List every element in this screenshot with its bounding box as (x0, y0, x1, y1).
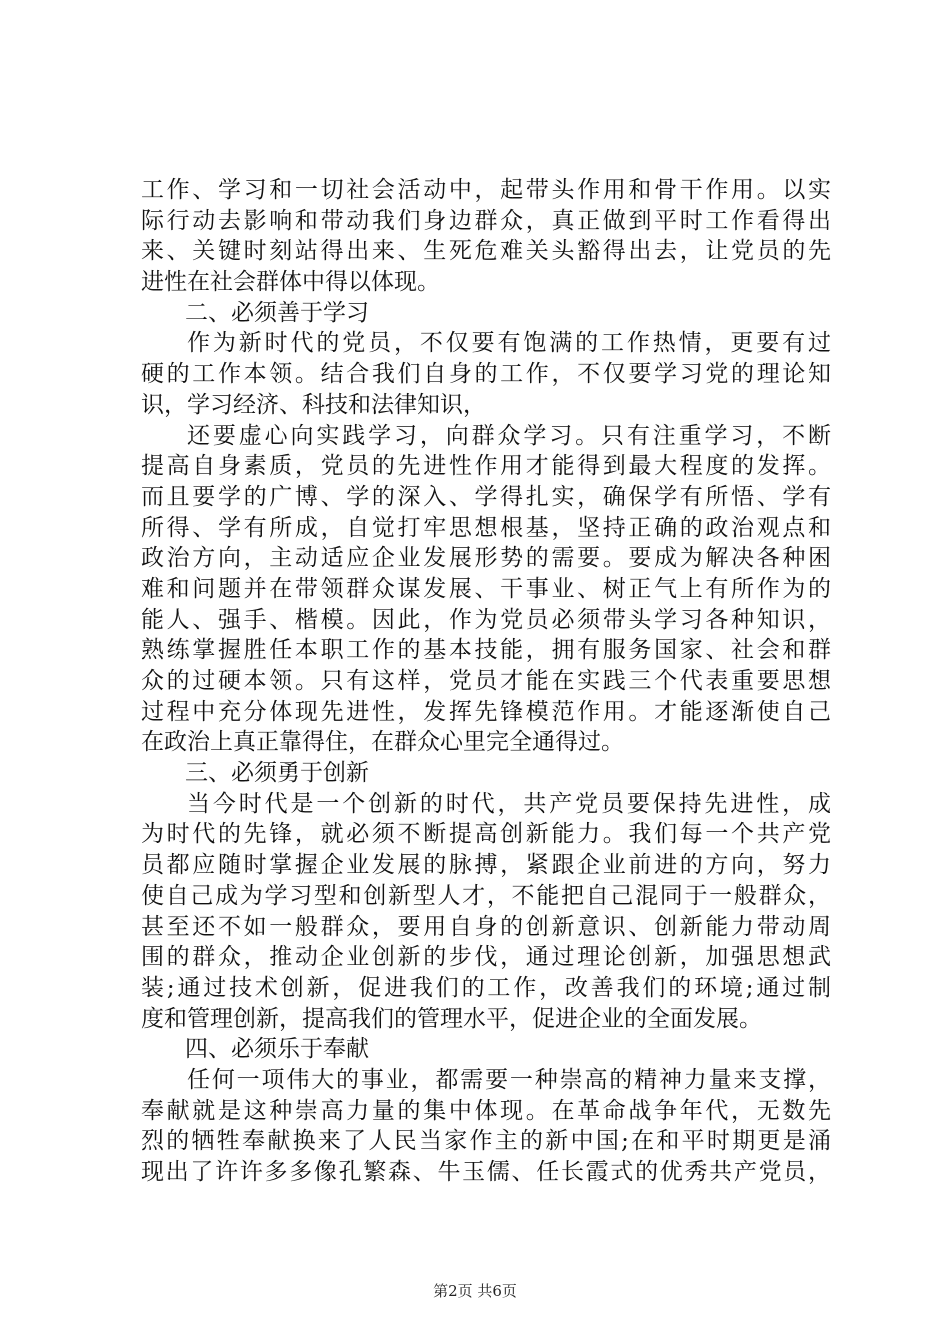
text-line: 来、关键时刻站得出来、生死危难关头豁得出去，让党员的先 (141, 238, 831, 265)
text-line: 能人、强手、楷模。因此，作为党员必须带头学习各种知识， (141, 606, 831, 633)
text-line: 在政治上真正靠得住，在群众心里完全通得过。 (141, 729, 624, 756)
text-line: 现出了许许多多像孔繁森、牛玉儒、任长霞式的优秀共产党员， (141, 1159, 831, 1185)
section-heading: 三、必须勇于创新 (185, 760, 369, 787)
text-line: 奉献就是这种崇高力量的集中体现。在革命战争年代，无数先 (141, 1097, 831, 1124)
text-line: 识，学习经济、科技和法律知识， (141, 391, 486, 418)
text-line: 甚至还不如一般群众，要用自身的创新意识、创新能力带动周 (141, 913, 831, 940)
text-line: 所得、学有所成，自觉打牢思想根基，坚持正确的政治观点和 (141, 514, 831, 541)
text-line: 过程中充分体现先进性，发挥先锋模范作用。才能逐渐使自己 (141, 698, 831, 725)
text-line: 提高自身素质，党员的先进性作用才能得到最大程度的发挥。 (141, 453, 831, 480)
text-line: 为时代的先锋，就必须不断提高创新能力。我们每一个共产党 (141, 821, 831, 848)
page-number-label: 第2页 共6页 (433, 1282, 517, 1300)
text-line: 装;通过技术创新，促进我们的工作，改善我们的环境;通过制 (141, 974, 831, 1001)
text-line: 而且要学的广博、学的深入、学得扎实，确保学有所悟、学有 (141, 483, 831, 510)
text-line: 还要虚心向实践学习，向群众学习。只有注重学习，不断 (187, 422, 831, 449)
text-line: 际行动去影响和带动我们身边群众，真正做到平时工作看得出 (141, 207, 831, 234)
text-line: 烈的牺牲奉献换来了人民当家作主的新中国;在和平时期更是涌 (141, 1128, 831, 1155)
section-heading: 二、必须善于学习 (185, 299, 369, 326)
section-heading: 四、必须乐于奉献 (185, 1036, 369, 1063)
text-line: 难和问题并在带领群众谋发展、干事业、树正气上有所作为的 (141, 575, 831, 602)
text-line: 政治方向，主动适应企业发展形势的需要。要成为解决各种困 (141, 545, 831, 572)
text-line: 度和管理创新，提高我们的管理水平，促进企业的全面发展。 (141, 1005, 762, 1032)
document-body (141, 175, 831, 1188)
text-line: 作为新时代的党员，不仅要有饱满的工作热情，更要有过 (187, 330, 831, 357)
text-line: 进性在社会群体中得以体现。 (141, 269, 440, 296)
text-line: 使自己成为学习型和创新型人才，不能把自己混同于一般群众， (141, 882, 831, 909)
page-footer (0, 1280, 950, 1301)
text-line: 众的过硬本领。只有这样，党员才能在实践三个代表重要思想 (141, 668, 831, 694)
text-line: 围的群众，推动企业创新的步伐，通过理论创新，加强思想武 (141, 944, 831, 971)
text-line: 硬的工作本领。结合我们自身的工作，不仅要学习党的理论知 (141, 361, 831, 388)
text-line: 当今时代是一个创新的时代，共产党员要保持先进性，成 (187, 790, 831, 817)
text-line: 熟练掌握胜任本职工作的基本技能，拥有服务国家、社会和群 (141, 637, 831, 664)
text-line: 员都应随时掌握企业发展的脉搏，紧跟企业前进的方向，努力 (141, 852, 831, 879)
text-line: 任何一项伟大的事业，都需要一种崇高的精神力量来支撑， (187, 1066, 831, 1093)
text-line: 工作、学习和一切社会活动中，起带头作用和骨干作用。以实 (141, 177, 831, 203)
